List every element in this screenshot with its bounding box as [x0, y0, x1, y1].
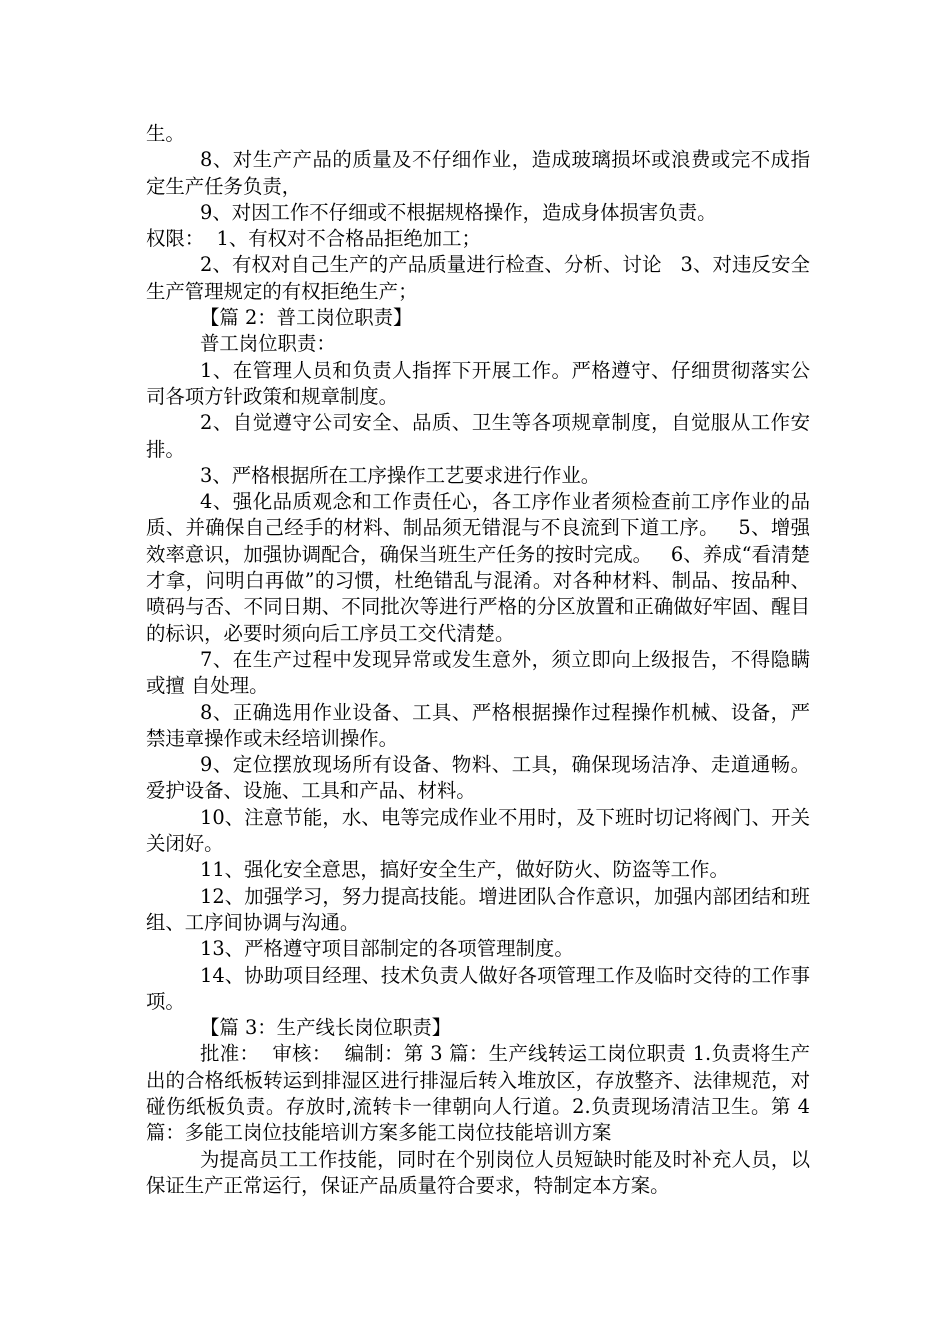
- paragraph: 11、强化安全意思，搞好安全生产，做好防火、防盗等工作。: [200, 858, 729, 882]
- paragraph: 9、定位摆放现场所有设备、物料、工具，确保现场洁净、走道通畅。爱护设备、设施、工具和产品、材料。: [146, 753, 810, 803]
- document-body: [146, 121, 817, 1199]
- paragraph: 3、严格根据所在工序操作工艺要求进行作业。: [200, 463, 601, 487]
- section-heading: 【篇 2：普工岗位职责】: [200, 306, 413, 330]
- paragraph: 14、协助项目经理、技术负责人做好各项管理工作及临时交待的工作事项。: [146, 963, 810, 1013]
- paragraph: 1、在管理人员和负责人指挥下开展工作。严格遵守、仔细贯彻落实公司各项方针政策和规章制度。: [146, 358, 810, 408]
- paragraph: 8、正确选用作业设备、工具、严格根据操作过程操作机械、设备，严禁违章操作或未经培训操作。: [146, 700, 810, 750]
- paragraph: 2、有权对自己生产的产品质量进行检查、分析、讨论 3、对违反安全生产管理规定的有权拒绝生产；: [146, 253, 810, 303]
- paragraph: 生。: [146, 122, 185, 145]
- section-heading: 【篇 3：生产线长岗位职责】: [200, 1016, 452, 1040]
- paragraph: 9、对因工作不仔细或不根据规格操作，造成身体损害负责。: [200, 200, 717, 224]
- paragraph: 2、自觉遵守公司安全、品质、卫生等各项规章制度，自觉服从工作安排。: [146, 411, 810, 461]
- paragraph: 7、在生产过程中发现异常或发生意外，须立即向上级报告，不得隐瞒或擅 自处理。: [146, 647, 810, 698]
- paragraph: 权限： 1、有权对不合格品拒绝加工；: [146, 227, 481, 251]
- paragraph: 8、对生产产品的质量及不仔细作业，造成玻璃损坏或浪费或完不成指定生产任务负责，: [146, 148, 810, 198]
- paragraph: 为提高员工工作技能，同时在个别岗位人员短缺时能及时补充人员，以保证生产正常运行，保证产品质量符合要求，特制定本方案。: [146, 1147, 810, 1197]
- paragraph: 10、注意节能，水、电等完成作业不用时，及下班时切记将阀门、开关关闭好。: [146, 805, 810, 856]
- paragraph: 普工岗位职责：: [200, 332, 336, 356]
- paragraph: 13、严格遵守项目部制定的各项管理制度。: [200, 937, 574, 961]
- paragraph: 批准： 审核： 编制：第 3 篇：生产线转运工岗位职责 1.负责将生产出的合格纸板转运到排湿区进行排湿后转入堆放区，存放整齐、法律规范，对碰伤纸板负责。存放时,流转卡一律朝向人行道。2.负责现场清洁卫生。第 4 篇：多能工岗位技能培训方案多能工岗位技能培训方案: [146, 1042, 817, 1145]
- paragraph: 4、强化品质观念和工作责任心，各工序作业者须检查前工序作业的品质、并确保自己经手的材料、制品须无错混与不良流到下道工序。 5、增强效率意识，加强协调配合，确保当班生产任务的按时完成。 6、养成“看清楚才拿，问明白再做”的习惯，杜绝错乱与混淆。对各种材料、制品、按品种、喷码与否、不同日期、不同批次等进行严格的分区放置和正确做好牢固、醒目的标识，必要时须向后工序员工交代清楚。: [146, 490, 810, 645]
- paragraph: 12、加强学习，努力提高技能。增进团队合作意识，加强内部团结和班组、工序间协调与沟通。: [146, 884, 810, 934]
